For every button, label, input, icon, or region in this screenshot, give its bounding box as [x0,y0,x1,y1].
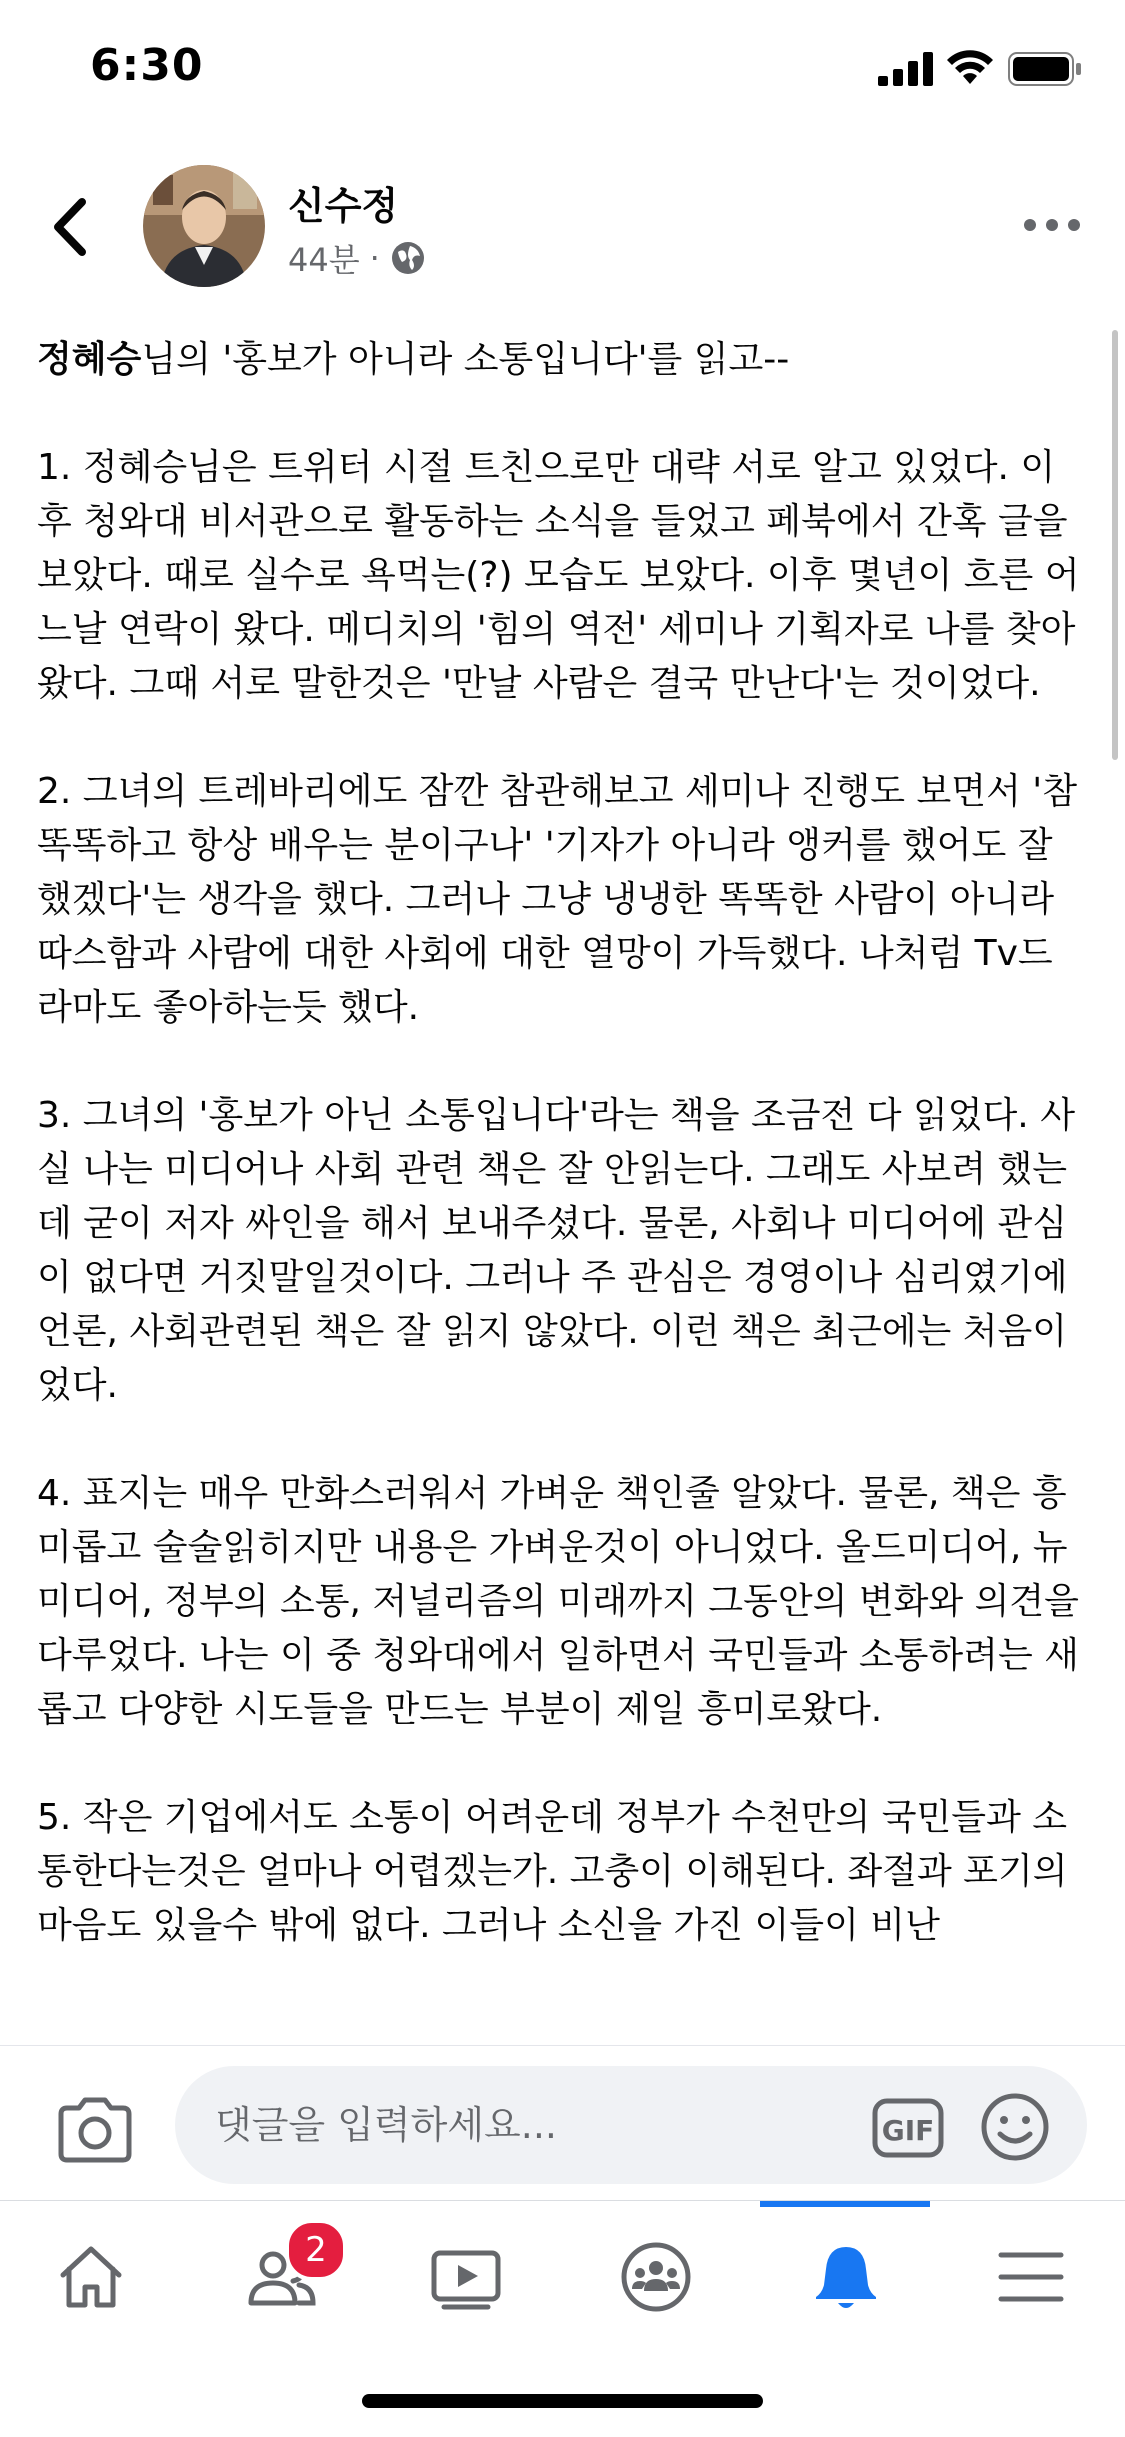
emoji-icon[interactable] [980,2092,1050,2162]
post-header [0,150,1125,310]
friends-notification-badge: 2 [285,2219,347,2281]
scroll-indicator[interactable] [1112,330,1118,760]
post-paragraph-2: 2. 그녀의 트레바리에도 잠깐 참관해보고 세미나 진행도 보면서 '참 똑똑하고 항상 배우는 분이구나' '기자가 아니라 앵커를 했어도 잘했겠다'는 생각을 했다. 그러나 그냥 냉냉한 똑똑한 사람이 아니라 따스함과 사람에 대한 사회에 대한 열망이 가득했다. 나처럼 Tv드라마도 좋아하는듯 했다. [37,771,1077,1028]
camera-icon[interactable] [55,2096,135,2164]
post-time[interactable]: 44분 [288,241,360,279]
battery-icon [1008,52,1082,86]
intro-author-mention[interactable]: 정혜승 [37,339,142,380]
watch-icon [430,2241,502,2313]
gif-button[interactable] [872,2098,944,2158]
meta-separator: · [369,239,380,277]
cellular-signal-icon [878,52,934,86]
post-body [37,333,1087,2038]
active-tab-indicator [760,2201,930,2207]
tab-menu[interactable] [970,2231,1090,2341]
intro-text: 님의 '홍보가 아니라 소통입니다'를 읽고-- [141,339,790,380]
post-paragraph-1: 1. 정혜승님은 트위터 시절 트친으로만 대략 서로 알고 있었다. 이후 청와대 비서관으로 활동하는 소식을 들었고 페북에서 간혹 글을 보았다. 때로 실수로 욕먹는(?) 모습도 보았다. 이후 몇년이 흐른 어느날 연락이 왔다. 메디치의 '힘의 역전' 세미나 기획자로 나를 찾아왔다. 그때 서로 말한것은 '만날 사람은 결국 만난다'는 것이었다. [37,447,1080,704]
back-button[interactable] [40,192,100,262]
globe-icon [390,240,426,276]
gif-label: GIF [881,2114,935,2147]
post-paragraph-5: 5. 작은 기업에서도 소통이 어려운데 정부가 수천만의 국민들과 소통한다는것은 얼마나 어렵겠는가. 고충이 이해된다. 좌절과 포기의 마음도 있을수 밖에 없다. 그러나 소신을 가진 이들이 비난 [37,1797,1068,1946]
comment-bar [0,2045,1125,2201]
more-options-button[interactable] [1022,210,1082,240]
post-paragraph-3: 3. 그녀의 '홍보가 아닌 소통입니다'라는 책을 조금전 다 읽었다. 사실 나는 미디어나 사회 관련 책은 잘 안읽는다. 그래도 사보려 했는데 굳이 저자 싸인을 해서 보내주셨다. 물론, 사회나 미디어에 관심이 없다면 거짓말일것이다. 그러나 주 관심은 경영이나 심리였기에 언론, 사회관련된 책은 잘 읽지 않았다. 이런 책은 최근에는 처음이었다. [37,1095,1075,1406]
post-meta [288,235,426,281]
post-paragraph-4: 4. 표지는 매우 만화스러워서 가벼운 책인줄 알았다. 물론, 책은 흥미롭고 술술읽히지만 내용은 가벼운것이 아니었다. 올드미디어, 뉴미디어, 정부의 소통, 저널리즘의 미래까지 그동안의 변화와 의견을 다루었다. 나는 이 중 청와대에서 일하면서 국민들과 소통하려는 새롭고 다양한 시도들을 만드는 부분이 제일 흥미로왔다. [37,1473,1079,1730]
menu-icon [995,2241,1067,2313]
notifications-icon [810,2241,882,2313]
tab-watch[interactable] [405,2231,525,2341]
home-indicator[interactable] [362,2394,763,2408]
tab-home[interactable] [30,2231,150,2341]
home-icon [55,2241,127,2313]
status-bar [0,0,1125,135]
author-name[interactable]: 신수정 [288,184,399,228]
status-time: 6:30 [90,40,204,91]
post-intro [37,333,1087,387]
groups-icon [620,2241,692,2313]
author-avatar[interactable] [143,165,265,287]
tab-notifications[interactable] [785,2231,905,2341]
comment-input[interactable] [175,2066,1087,2184]
tab-groups[interactable] [595,2231,715,2341]
wifi-icon [946,48,994,86]
